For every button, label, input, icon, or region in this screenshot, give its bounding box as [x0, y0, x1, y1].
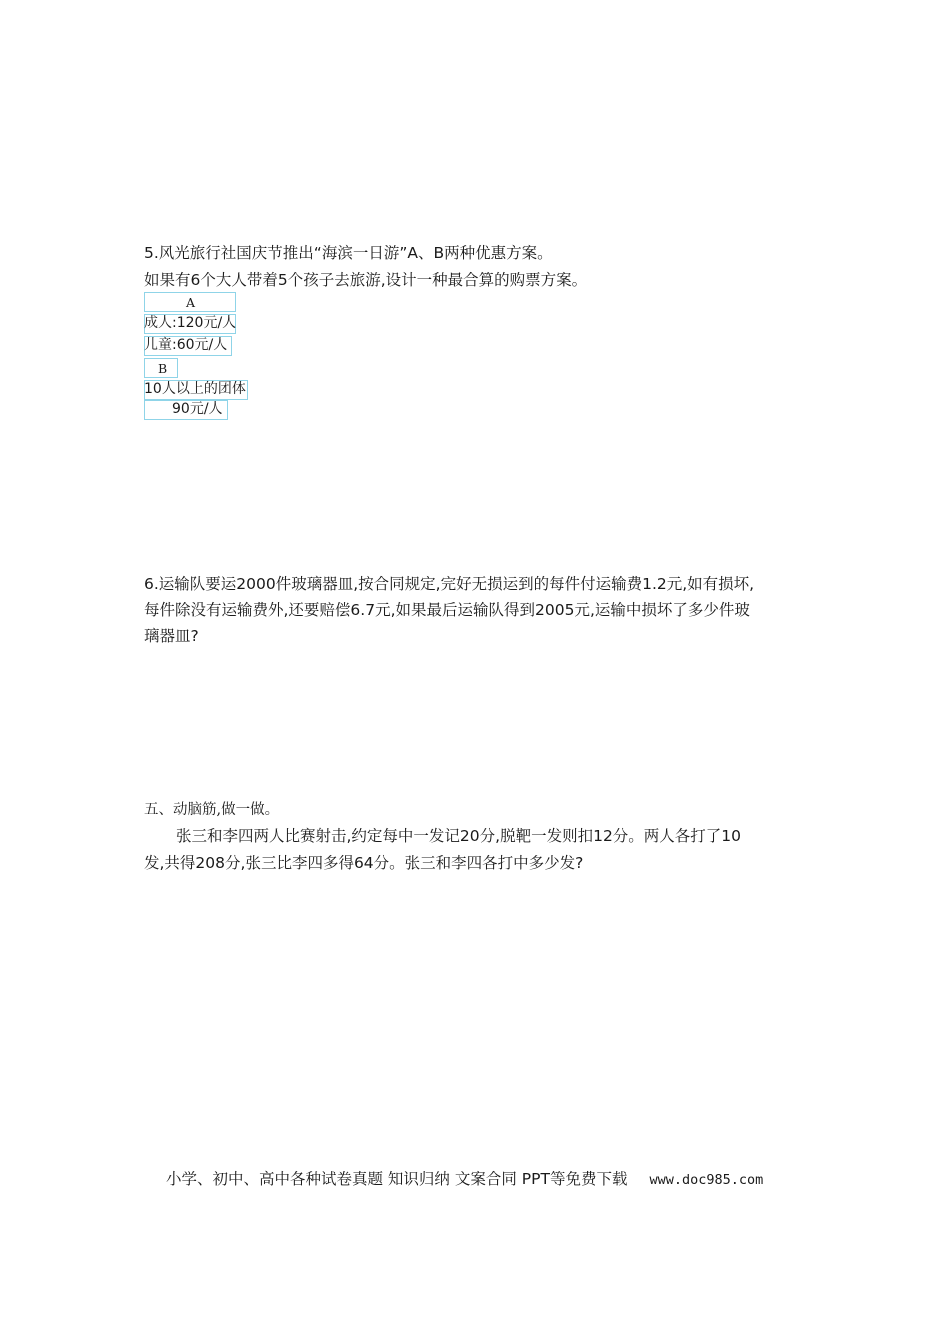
section-5-line-2: 发,共得208分,张三比李四多得64分。张三和李四各打中多少发? [144, 854, 584, 872]
footer-text: 小学、初中、高中各种试卷真题 知识归纳 文案合同 PPT等免费下载 [166, 1170, 628, 1188]
section-5-heading: 五、动脑筋,做一做。 [144, 802, 280, 818]
plan-b-label: B [158, 361, 168, 376]
section-5-line-1: 张三和李四两人比赛射击,约定每中一发记20分,脱靶一发则扣12分。两人各打了10 [176, 827, 742, 845]
q5-line-2: 如果有6个大人带着5个孩子去旅游,设计一种最合算的购票方案。 [144, 271, 588, 289]
plan-a-child-price: 儿童:60元/人 [144, 337, 228, 353]
footer [166, 1168, 763, 1191]
plan-b-group: 10人以上的团体 [144, 381, 246, 397]
q5-line-1: 5.风光旅行社国庆节推出“海滨一日游”A、B两种优惠方案。 [144, 244, 553, 262]
footer-url[interactable]: www.doc985.com [649, 1172, 764, 1188]
q6-line-1: 6.运输队要运2000件玻璃器皿,按合同规定,完好无损运到的每件付运输费1.2元,如有损坏, [144, 575, 755, 593]
q6-line-3: 璃器皿? [144, 627, 199, 645]
plan-a-label: A [186, 295, 196, 310]
q6-line-2: 每件除没有运输费外,还要赔偿6.7元,如果最后运输队得到2005元,运输中损坏了多少件玻 [144, 601, 750, 619]
plan-b-price: 90元/人 [172, 401, 223, 417]
plan-a-adult-price: 成人:120元/人 [144, 315, 237, 331]
